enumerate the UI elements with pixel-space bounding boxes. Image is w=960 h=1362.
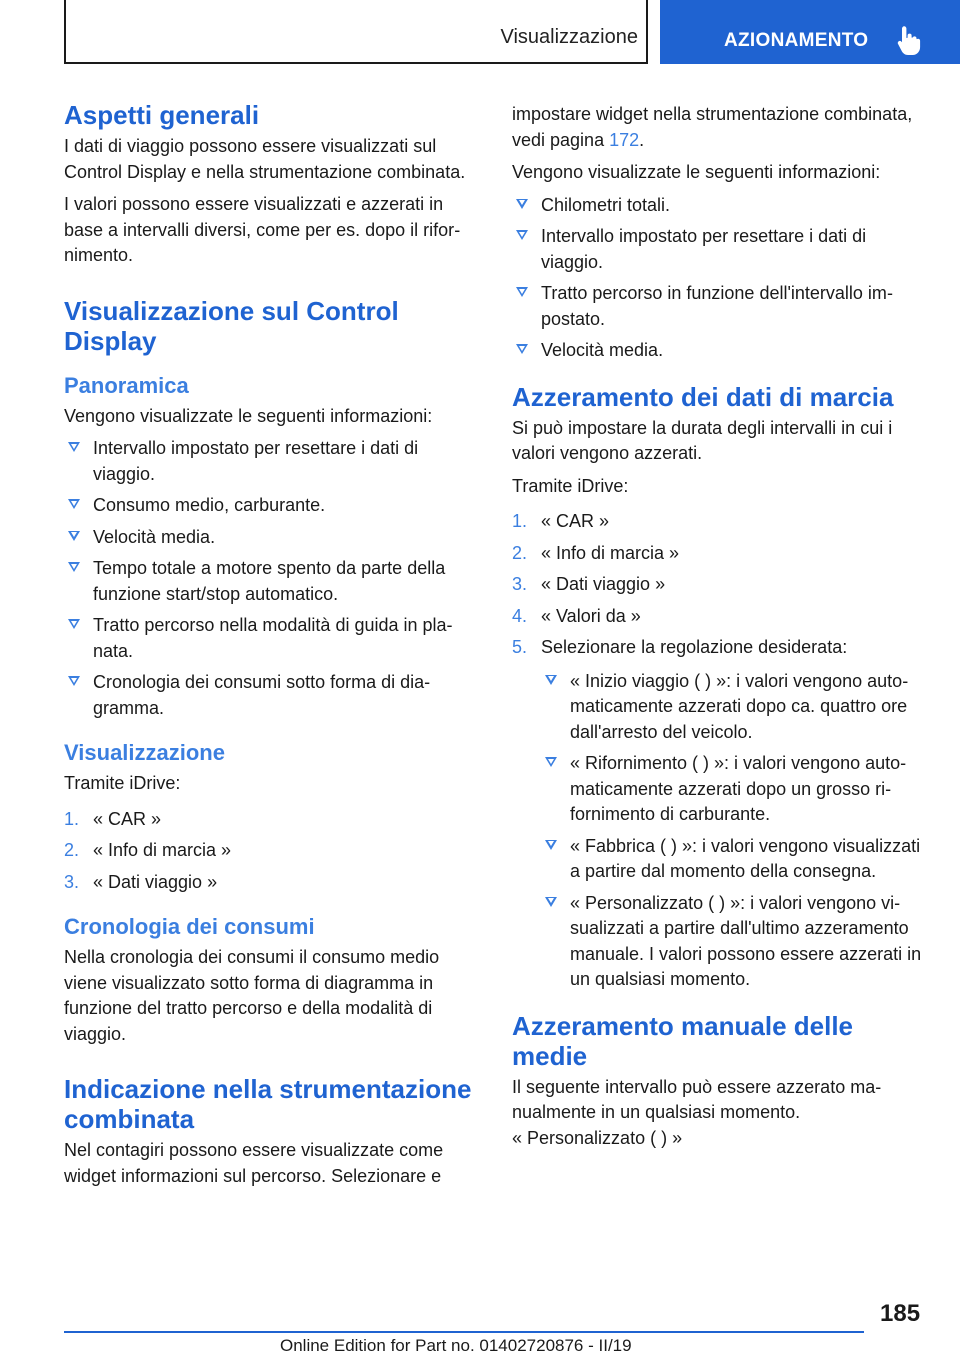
list-item: 5. Selezionare la regolazione desiderata: « Inizio viaggio ( ) »: i valori vengono automaticamente azzerati dopo ca. quattro ore dall'arresto del veicolo. « Rifornimento ( ) »: i valori vengono automaticamente azzerati dopo un grosso rifornimento di carburante. « Fabbrica ( ) »: i valori vengono visualizzati a partire dal momento della consegna. « Personalizzato ( ) »: i valori vengono visualizzati a partire dall'ultimo azzeramento manuale. I valori possono essere azzerati in un qualsiasi momento. — [512, 635, 928, 993]
triangle-bullet-icon — [545, 840, 557, 850]
heading-visualizzazione: Visualizzazione — [64, 740, 225, 765]
heading-panoramica: Panoramica — [64, 372, 189, 398]
list-item: Cronologia dei consumi sotto forma di diagramma. — [64, 670, 476, 721]
list-item: 1. « CAR » — [512, 511, 610, 531]
page-number: 185 — [880, 1300, 921, 1327]
list-item: Intervallo impostato per resettare i dati di viaggio. — [512, 224, 928, 275]
triangle-bullet-icon — [68, 619, 80, 629]
triangle-bullet-icon — [68, 531, 80, 541]
heading-cronologia-consumi: Cronologia dei consumi — [64, 914, 315, 939]
paragraph: I valori possono essere visualizzati e azzerati in base a intervalli diversi, come per es. dopo il rifornimento. — [64, 194, 461, 265]
list-item: 1. « CAR » — [64, 808, 162, 829]
header-chapter-tab — [660, 0, 960, 64]
steps-list — [512, 509, 928, 993]
paragraph: Vengono visualizzate le seguenti informazioni: — [64, 405, 433, 426]
list-item: 2. « Info di marcia » — [64, 840, 232, 860]
paragraph: Vengono visualizzate le seguenti informazioni: — [512, 162, 881, 182]
list-item: 2. « Info di marcia » — [512, 542, 680, 563]
paragraph: « Personalizzato ( ) » — [512, 1127, 683, 1148]
triangle-bullet-icon — [516, 287, 528, 297]
paragraph: Tramite iDrive: — [512, 475, 629, 496]
triangle-bullet-icon — [68, 562, 80, 572]
list-item: Chilometri totali. — [512, 193, 928, 219]
list-item: Velocità media. — [512, 338, 928, 364]
triangle-bullet-icon — [516, 199, 528, 209]
triangle-bullet-icon — [516, 344, 528, 354]
triangle-bullet-icon — [68, 676, 80, 686]
paragraph: Il seguente intervallo può essere azzerato manualmente in un qualsiasi momento. — [512, 1076, 882, 1122]
list-item: « Fabbrica ( ) »: i valori vengono visualizzati a partire dal momento della consegna. — [541, 834, 928, 885]
triangle-bullet-icon — [516, 230, 528, 240]
list-item: 3. « Dati viaggio » — [512, 574, 666, 594]
paragraph: impostare widget nella strumentazione combinata, vedi pagina 172. — [512, 104, 913, 150]
heading-azzeramento-dati-marcia: Azzeramento dei dati di marcia — [512, 381, 894, 412]
header-section-title: Visualizzazione — [500, 26, 638, 48]
paragraph: I dati di viaggio possono essere visualizzati sul Control Display e nella strumentazione combinata. — [64, 136, 466, 182]
list-item: Intervallo impostato per resettare i dati di viaggio. — [64, 436, 476, 487]
heading-indicazione-strumentazione: Indicazione nella strumentazione combinata — [64, 1074, 472, 1134]
list-item: 3. « Dati viaggio » — [64, 871, 218, 892]
left-column — [64, 100, 476, 1196]
list-item: « Inizio viaggio ( ) »: i valori vengono automaticamente azzerati dopo ca. quattro ore dall'arresto del veicolo. — [541, 669, 928, 746]
list-item: Tempo totale a motore spento da parte della funzione start/stop automatico. — [64, 556, 476, 607]
paragraph: Nel contagiri possono essere visualizzate come widget informazioni sul percorso. Selezionare e — [64, 1140, 444, 1186]
triangle-bullet-icon — [68, 499, 80, 509]
triangle-bullet-icon — [545, 757, 557, 767]
triangle-bullet-icon — [545, 675, 557, 685]
paragraph: Tramite iDrive: — [64, 773, 181, 793]
info-list — [512, 193, 928, 364]
option-sublist — [541, 669, 928, 993]
list-item: Tratto percorso in funzione dell'intervallo impostato. — [512, 281, 928, 332]
right-column — [512, 102, 928, 1158]
steps-list — [64, 807, 476, 896]
triangle-bullet-icon — [68, 442, 80, 452]
paragraph: Nella cronologia dei consumi il consumo medio viene visualizzato sotto forma di diagramma in funzione del tratto percorso e della modalità di viaggio. — [64, 947, 440, 1044]
heading-aspetti-generali: Aspetti generali — [64, 100, 260, 130]
footer-edition-text: Online Edition for Part no. 01402720876 - II/19 — [280, 1336, 632, 1355]
list-item: Consumo medio, carburante. — [64, 493, 476, 519]
footer-divider — [64, 1331, 864, 1333]
list-item: Tratto percorso nella modalità di guida in planata. — [64, 613, 476, 664]
header-frame — [64, 0, 648, 64]
list-item: « Personalizzato ( ) »: i valori vengono visualizzati a partire dall'ultimo azzeramento manuale. I valori possono essere azzerati in un qualsiasi momento. — [541, 891, 928, 993]
hand-pointer-icon — [896, 26, 922, 56]
header-chapter-title: AZIONAMENTO — [724, 30, 869, 51]
triangle-bullet-icon — [545, 897, 557, 907]
heading-azzeramento-manuale: Azzeramento manuale delle medie — [512, 1010, 853, 1071]
list-item: Velocità media. — [64, 525, 476, 551]
paragraph: Si può impostare la durata degli intervalli in cui i valori vengono azzerati. — [512, 417, 893, 463]
list-item: « Rifornimento ( ) »: i valori vengono automaticamente azzerati dopo un grosso rifornimento di carburante. — [541, 751, 928, 828]
page-reference-link[interactable]: 172 — [609, 129, 640, 150]
list-item: 4. « Valori da » — [512, 605, 641, 626]
heading-visualizzazione-control-display: Visualizzazione sul Control Display — [64, 295, 399, 356]
panoramica-list — [64, 436, 476, 721]
